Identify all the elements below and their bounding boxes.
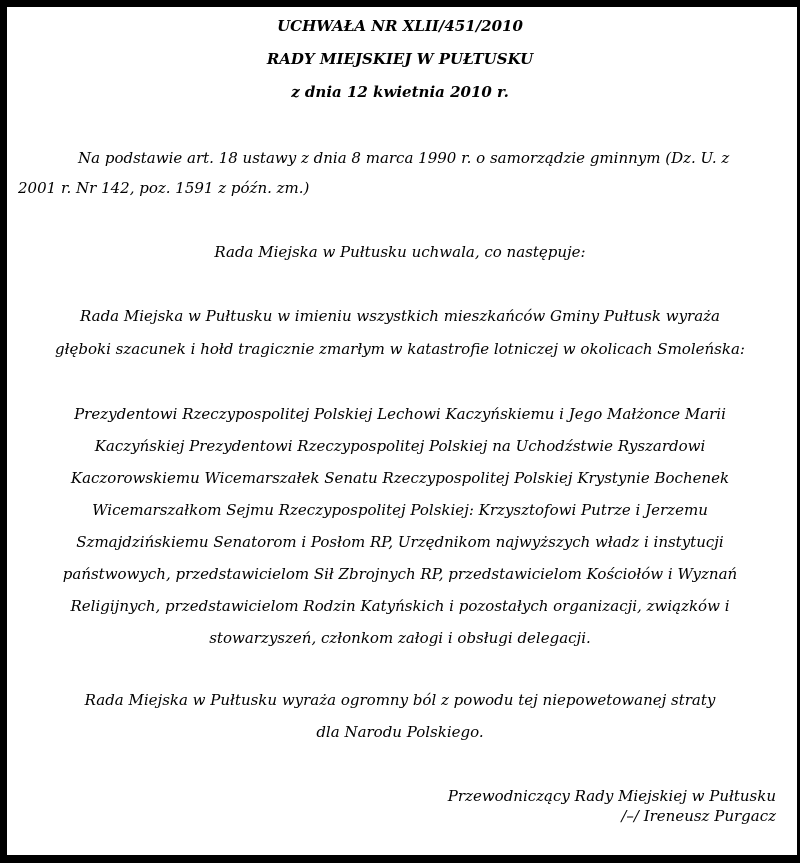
resolution-number: UCHWAŁA NR XLII/451/2010 xyxy=(277,17,523,35)
victims-line-3: Kaczorowskiemu Wicemarszałek Senatu Rzeczypospolitej Polskiej Krystynie Bochenek xyxy=(70,469,730,487)
signature-role: Przewodniczący Rady Miejskiej w Pułtusku xyxy=(447,787,776,805)
victims-line-2: Kaczyńskiej Prezydentowi Rzeczypospolitej Polskiej na Uchodźstwie Ryszardowi xyxy=(94,437,706,455)
signature-name: /–/ Ireneusz Purgacz xyxy=(621,807,776,825)
grief-line-1: Rada Miejska w Pułtusku wyraża ogromny ból z powodu tej niepowetowanej straty xyxy=(84,691,716,709)
resolution-intro: Rada Miejska w Pułtusku uchwala, co następuje: xyxy=(214,243,586,261)
victims-line-1: Prezydentowi Rzeczypospolitej Polskiej Lechowi Kaczyńskiemu i Jego Małżonce Marii xyxy=(74,405,726,423)
victims-line-4: Wicemarszałkom Sejmu Rzeczypospolitej Polskiej: Krzysztofowi Putrze i Jerzemu xyxy=(92,501,708,519)
tribute-line-1: Rada Miejska w Pułtusku w imieniu wszystkich mieszkańców Gminy Pułtusk wyraża xyxy=(79,307,721,325)
legal-basis-line-1: Na podstawie art. 18 ustawy z dnia 8 marca 1990 r. o samorządzie gminnym (Dz. U. z xyxy=(78,149,730,167)
legal-basis-line-2: 2001 r. Nr 142, poz. 1591 z późn. zm.) xyxy=(18,179,310,197)
victims-line-8: stowarzyszeń, członkom załogi i obsługi delegacji. xyxy=(209,629,591,647)
victims-line-5: Szmajdzińskiemu Senatorom i Posłom RP, Urzędnikom najwyższych władz i instytucji xyxy=(76,533,724,551)
council-name: RADY MIEJSKIEJ W PUŁTUSKU xyxy=(266,50,534,68)
resolution-date: z dnia 12 kwietnia 2010 r. xyxy=(291,83,509,101)
victims-line-7: Religijnych, przedstawicielom Rodzin Katyńskich i pozostałych organizacji, związków i xyxy=(70,597,730,615)
victims-line-6: państwowych, przedstawicielom Sił Zbrojnych RP, przedstawicielom Kościołów i Wyznań xyxy=(62,565,738,583)
tribute-line-2: głęboki szacunek i hołd tragicznie zmarłym w katastrofie lotniczej w okolicach Smoleńska: xyxy=(55,340,745,358)
grief-line-2: dla Narodu Polskiego. xyxy=(316,723,484,741)
